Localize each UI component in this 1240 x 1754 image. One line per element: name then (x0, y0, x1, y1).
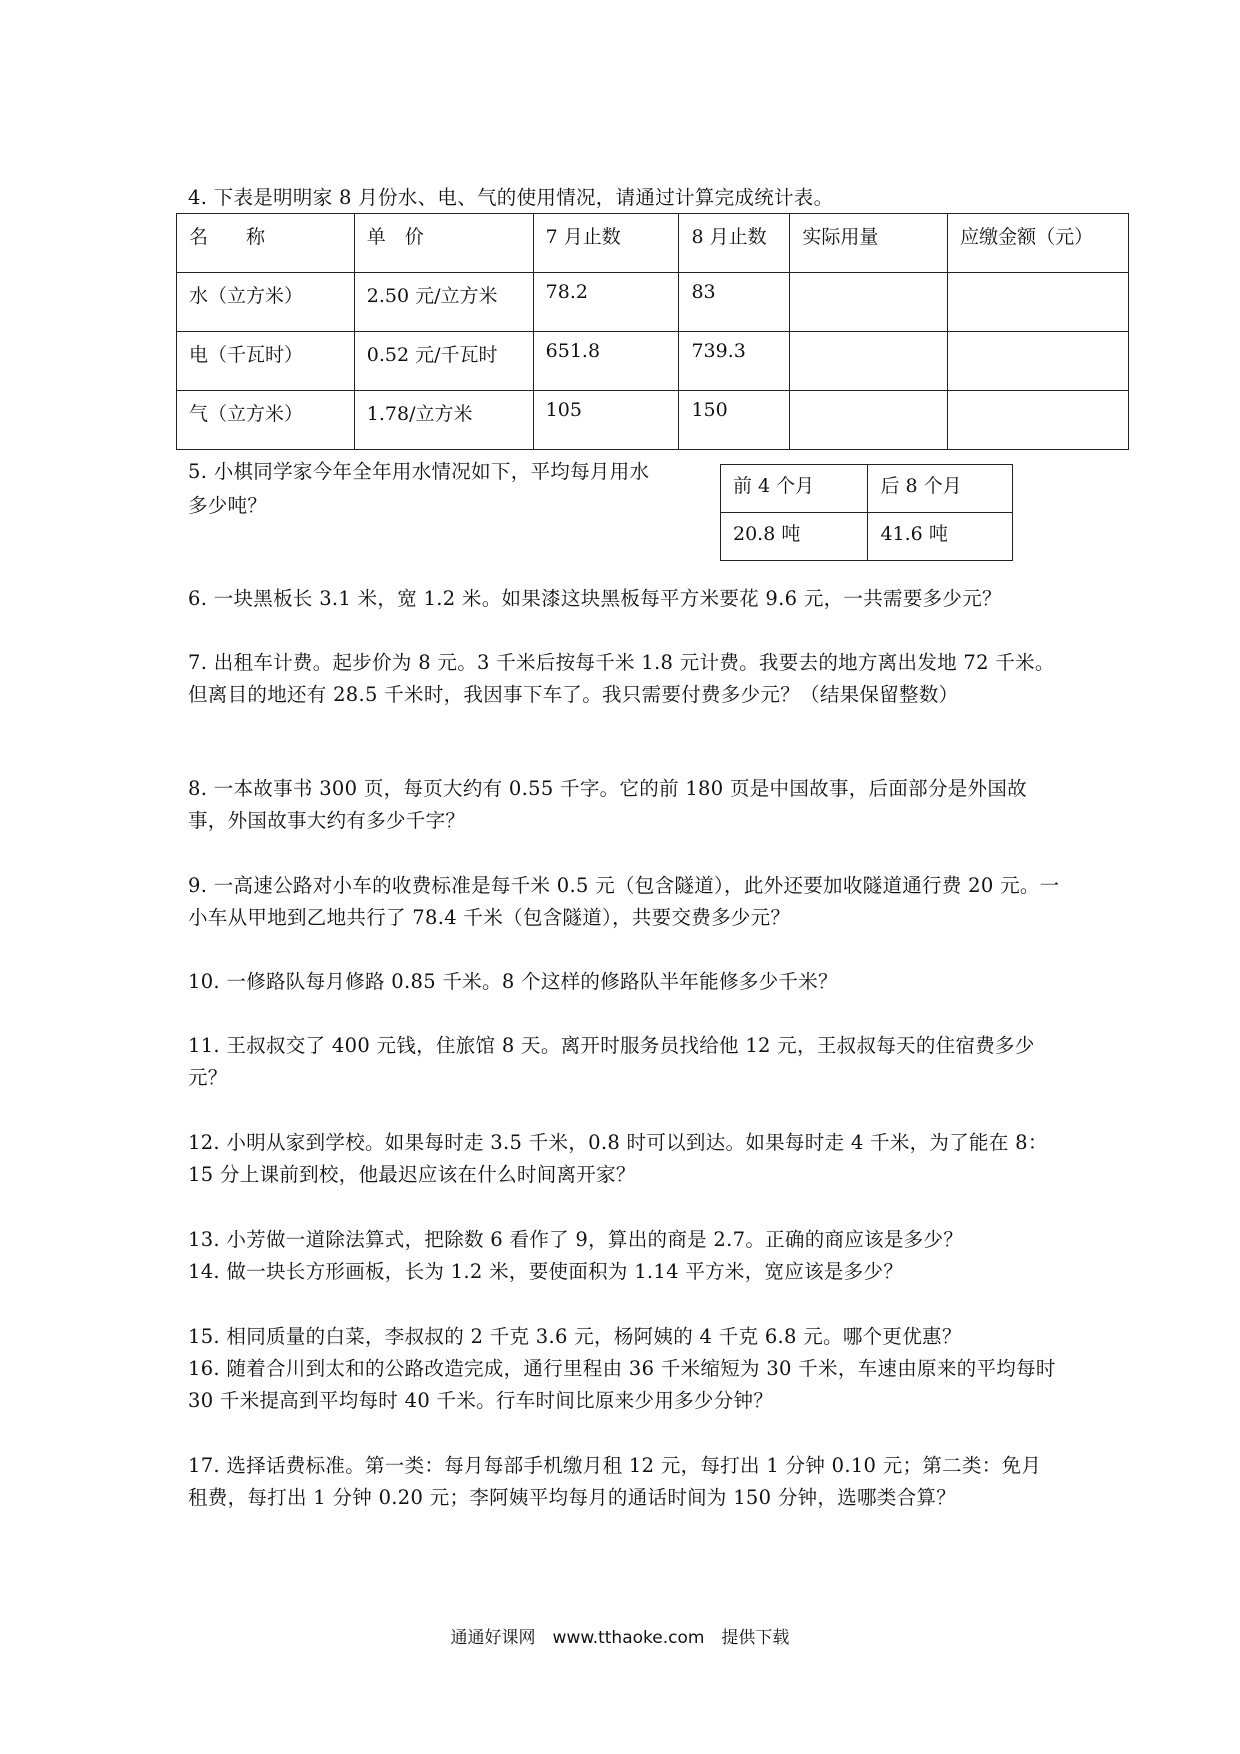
table-cell: 水（立方米） (177, 273, 355, 332)
question-15: 15. 相同质量的白菜，李叔叔的 2 千克 3.6 元，杨阿姨的 4 千克 6.8 元。哪个更优惠？ (188, 1325, 962, 1348)
table-row (177, 273, 1129, 332)
table-header-cell: 应缴金额（元） (948, 214, 1129, 273)
question-14: 14. 做一块长方形画板，长为 1.2 米，要使面积为 1.14 平方米，宽应该是多少？ (188, 1260, 904, 1283)
question-9: 9. 一高速公路对小车的收费标准是每千米 0.5 元（包含隧道），此外还要加收隧道通行费 20 元。一小车从甲地到乙地共行了 78.4 千米（包含隧道），共要交费多少元？ (188, 874, 1060, 929)
table-cell: 83 (679, 273, 790, 332)
question-16: 16. 随着合川到太和的公路改造完成，通行里程由 36 千米缩短为 30 千米，车速由原来的平均每时 30 千米提高到平均每时 40 千米。行车时间比原来少用多少分钟？ (188, 1357, 1056, 1412)
table-cell: 1.78/立方米 (354, 391, 533, 450)
footer-text: 通通好课网 www.tthaoke.com 提供下载 (450, 1628, 790, 1648)
table-cell (790, 391, 948, 450)
table-cell: 电（千瓦时） (177, 332, 355, 391)
question-7: 7. 出租车计费。起步价为 8 元。3 千米后按每千米 1.8 元计费。我要去的地方离出发地 72 千米。但离目的地还有 28.5 千米时，我因事下车了。我只需要付费多少元？（结果保留整数） (188, 651, 1055, 706)
table-header-row (177, 214, 1129, 273)
table-cell: 0.52 元/千瓦时 (354, 332, 533, 391)
table-header-cell: 实际用量 (790, 214, 948, 273)
table-row (177, 391, 1129, 450)
table-cell (948, 273, 1129, 332)
table-cell (790, 273, 948, 332)
question-8: 8. 一本故事书 300 页，每页大约有 0.55 千字。它的前 180 页是中国故事，后面部分是外国故事，外国故事大约有多少千字？ (188, 777, 1027, 832)
question-5-line2: 多少吨？ (188, 494, 268, 517)
question-6: 6. 一块黑板长 3.1 米，宽 1.2 米。如果漆这块黑板每平方米要花 9.6 元，一共需要多少元？ (188, 587, 1002, 610)
table-cell: 气（立方米） (177, 391, 355, 450)
question-12: 12. 小明从家到学校。如果每时走 3.5 千米，0.8 时可以到达。如果每时走 4 千米，为了能在 8：15 分上课前到校，他最迟应该在什么时间离开家？ (188, 1131, 1048, 1186)
table-cell: 651.8 (533, 332, 679, 391)
table-cell: 739.3 (679, 332, 790, 391)
table-cell (948, 332, 1129, 391)
table-cell: 20.8 吨 (721, 513, 868, 561)
table-cell: 2.50 元/立方米 (354, 273, 533, 332)
table-header-cell: 名 称 (177, 214, 355, 273)
table-header-cell: 7 月止数 (533, 214, 679, 273)
table-header-cell: 后 8 个月 (868, 465, 1013, 513)
table-cell: 105 (533, 391, 679, 450)
question-17: 17. 选择话费标准。第一类：每月每部手机缴月租 12 元，每打出 1 分钟 0.10 元；第二类：免月租费，每打出 1 分钟 0.20 元；李阿姨平均每月的通话时间为 150 分钟，选哪类合算？ (188, 1454, 1042, 1509)
table-header-cell: 前 4 个月 (721, 465, 868, 513)
table-cell (948, 391, 1129, 450)
question-11: 11. 王叔叔交了 400 元钱，住旅馆 8 天。离开时服务员找给他 12 元，王叔叔每天的住宿费多少元？ (188, 1034, 1035, 1089)
question-13: 13. 小芳做一道除法算式，把除数 6 看作了 9，算出的商是 2.7。正确的商应该是多少？ (188, 1228, 964, 1251)
table-row (177, 332, 1129, 391)
table-header-cell: 8 月止数 (679, 214, 790, 273)
question-5-line1: 5. 小棋同学家今年全年用水情况如下，平均每月用水 (188, 460, 650, 483)
table-cell (790, 332, 948, 391)
table-header-row (721, 465, 1013, 513)
question-4-text: 4. 下表是明明家 8 月份水、电、气的使用情况，请通过计算完成统计表。 (188, 186, 834, 209)
table-header-cell: 单 价 (354, 214, 533, 273)
table-row (721, 513, 1013, 561)
table-cell: 41.6 吨 (868, 513, 1013, 561)
utility-table (176, 213, 1129, 450)
table-cell: 150 (679, 391, 790, 450)
water-usage-table (720, 464, 1013, 561)
table-cell: 78.2 (533, 273, 679, 332)
question-10: 10. 一修路队每月修路 0.85 千米。8 个这样的修路队半年能修多少千米？ (188, 970, 838, 993)
